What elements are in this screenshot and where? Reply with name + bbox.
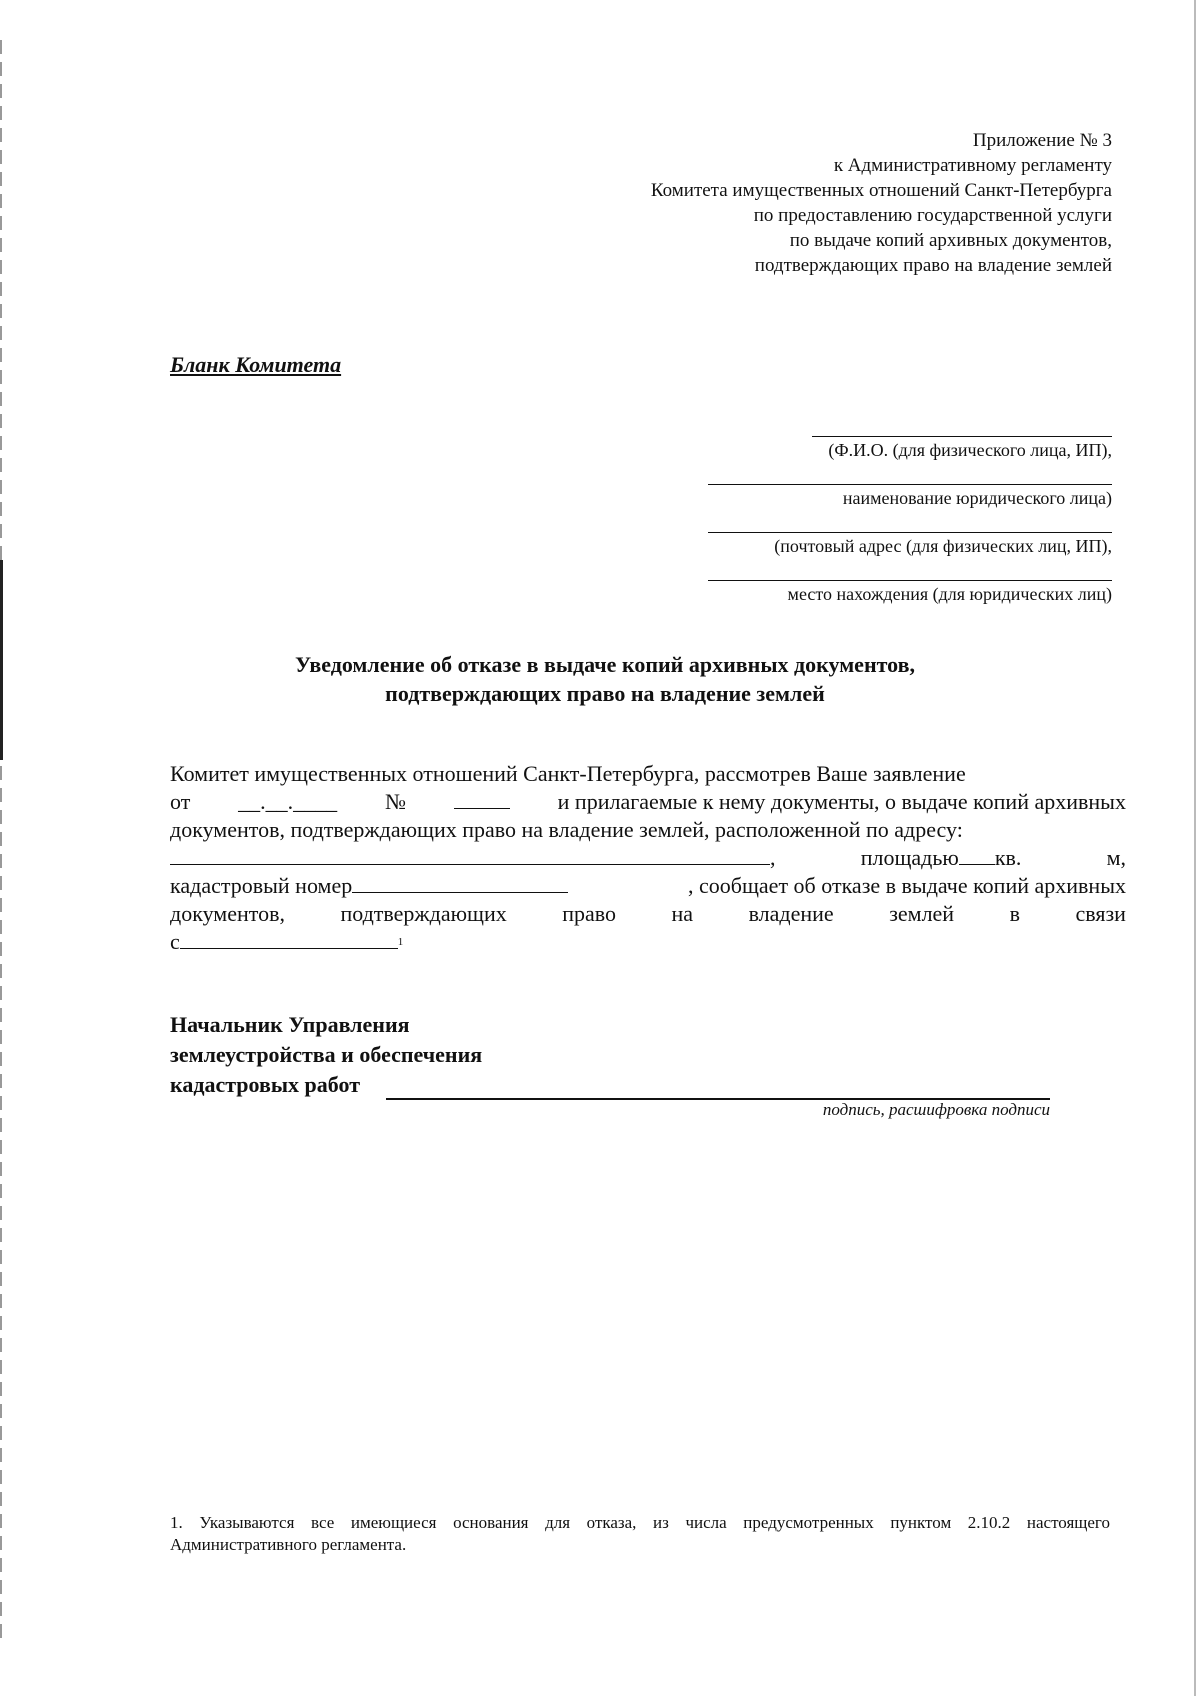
from-label: от (170, 789, 191, 814)
body-text: , сообщает об отказе в выдаче копий архивных (688, 873, 1126, 898)
fill-line (812, 436, 1112, 437)
cadastral-number-field (352, 872, 568, 893)
addressee-field (692, 564, 1112, 612)
body-line (170, 928, 1126, 956)
reason-label: с (170, 929, 180, 954)
notice-body (170, 760, 1126, 956)
signatory-title: Начальник Управления (170, 1012, 410, 1037)
scan-border-left-dark (0, 560, 3, 760)
signature-caption: подпись, расшифровка подписи (822, 1100, 1050, 1119)
body-word: связи (1075, 901, 1126, 926)
number-label: № (384, 789, 406, 814)
signatory-title: кадастровых работ (170, 1072, 361, 1097)
appendix-line: Приложение № 3 (972, 130, 1112, 151)
body-word: подтверждающих (340, 901, 507, 926)
application-number-field (454, 788, 510, 809)
addressee-caption: (почтовый адрес (для физических лиц, ИП), (774, 536, 1112, 556)
body-word: в (1009, 901, 1020, 926)
addressee-caption: (Ф.И.О. (для физического лица, ИП), (828, 440, 1112, 460)
addressee-field (692, 468, 1112, 516)
addressee-field (692, 420, 1112, 468)
appendix-line: по выдаче копий архивных документов, (789, 230, 1112, 251)
scan-border-right (1194, 0, 1196, 1696)
addressee-caption: наименование юридического лица) (842, 488, 1112, 508)
title-line: Уведомление об отказе в выдаче копий архивных документов, (295, 652, 915, 677)
body-text: и прилагаемые к нему документы, о выдаче копий архивных (557, 789, 1126, 814)
body-word: документов, (170, 901, 285, 926)
application-date-field: __.__.____ (238, 789, 338, 814)
fill-line (708, 532, 1112, 533)
body-line (170, 872, 1126, 900)
area-field: площадью кв. (860, 845, 1022, 870)
body-text: документов, подтверждающих право на владение землей, расположенной по адресу: (170, 817, 963, 842)
appendix-line: Комитета имущественных отношений Санкт-Петербурга (650, 180, 1112, 201)
footnote: 1. Указываются все имеющиеся основания для отказа, из числа предусмотренных пунктом 2.10.2 настоящего Административного регламента. (170, 1513, 1110, 1554)
appendix-line: по предоставлению государственной услуги (753, 205, 1112, 226)
title-line: подтверждающих право на владение землей (385, 681, 825, 706)
body-text: Комитет имущественных отношений Санкт-Петербурга, рассмотрев Ваше заявление (170, 761, 966, 786)
footnote-marker: 1 (397, 936, 404, 948)
body-line (170, 788, 1126, 816)
addressee-block (692, 420, 1112, 612)
body-line (170, 844, 1126, 872)
unit-label: м, (1106, 845, 1126, 870)
addressee-caption: место нахождения (для юридических лиц) (787, 584, 1112, 604)
signatory-title: землеустройства и обеспечения (170, 1042, 483, 1067)
scan-border-left (0, 40, 2, 1640)
body-line (170, 760, 1126, 788)
letterhead-label: Бланк Комитета (170, 352, 342, 377)
document-title (170, 650, 1040, 708)
body-word: владение (748, 901, 834, 926)
fill-line (708, 484, 1112, 485)
appendix-reference (651, 128, 1112, 278)
signature-block (170, 1010, 482, 1100)
refusal-reason-field (180, 928, 398, 949)
address-field: , (170, 844, 776, 872)
body-line (170, 900, 1126, 928)
appendix-line: подтверждающих право на владение землей (754, 255, 1112, 276)
cadastral-label: кадастровый номер (170, 872, 568, 900)
appendix-line: к Административному регламенту (833, 155, 1112, 176)
body-line (170, 816, 1126, 844)
addressee-field (692, 516, 1112, 564)
body-word: право (562, 901, 617, 926)
body-word: землей (889, 901, 955, 926)
body-word: на (671, 901, 694, 926)
fill-line (708, 580, 1112, 581)
